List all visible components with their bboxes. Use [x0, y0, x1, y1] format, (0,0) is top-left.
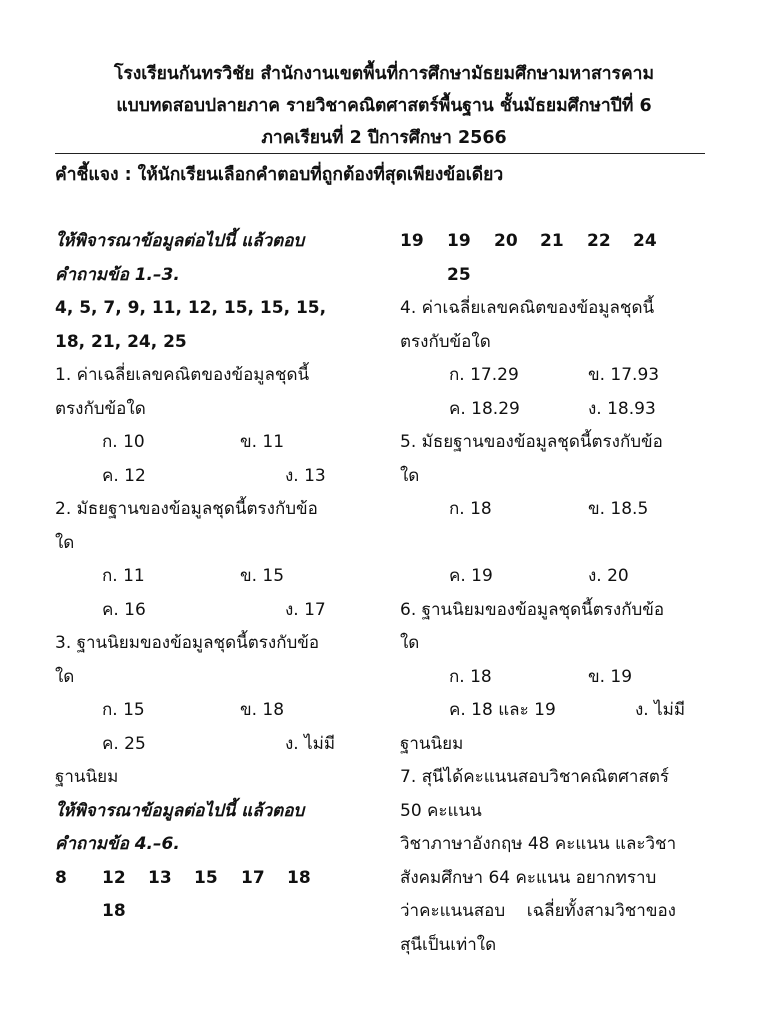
q5-choices-row1: [400, 493, 720, 527]
q2-choice-a[interactable]: ก. 11: [102, 566, 145, 586]
q6-choice-a[interactable]: ก. 18: [449, 666, 492, 687]
q5-choices-row2: [400, 560, 720, 594]
set2-value: 8: [55, 867, 67, 888]
q4-stem-line2: ตรงกับข้อใด: [400, 331, 491, 352]
q3-choice-d-continued: ฐานนิยม: [55, 767, 119, 787]
q2-choices-row2: [55, 594, 375, 628]
q3-choice-a[interactable]: ก. 15: [102, 700, 145, 720]
set2-value: 15: [194, 867, 218, 888]
q6-choices-row2: [400, 694, 720, 728]
set2-value: 19: [447, 231, 471, 251]
q3-choices-row1: [55, 694, 375, 728]
q2-stem-line1: 2. มัธยฐานของข้อมูลชุดนี้ตรงกับข้อ: [55, 499, 318, 519]
set2-value: 17: [241, 867, 265, 888]
set2-intro-line1: ให้พิจารณาข้อมูลต่อไปนี้ แล้วตอบ: [55, 800, 305, 821]
q1-choices-row2: [55, 460, 375, 494]
left-column: [55, 225, 375, 929]
q6-choice-d-continued: ฐานนิยม: [400, 733, 464, 754]
set2-value: 18: [102, 901, 126, 921]
q1-stem-line2: ตรงกับข้อใด: [55, 398, 146, 419]
set2-intro-line2: คำถามข้อ 4.–6.: [55, 834, 180, 854]
q6-stem-line2: ใด: [400, 633, 420, 653]
set1-intro-line2: คำถามข้อ 1.–3.: [55, 264, 180, 285]
set2-value: 19: [400, 231, 424, 251]
q7-stem-line1: 7. สุนีได้คะแนนสอบวิชาคณิตศาสตร์: [400, 767, 669, 787]
q2-choice-d[interactable]: ง. 17: [285, 599, 326, 620]
q4-choice-b[interactable]: ข. 17.93: [588, 365, 660, 385]
set1-data-line2: 18, 21, 24, 25: [55, 331, 187, 352]
q4-choices-row1: [400, 359, 720, 393]
q7-stem-line5: ว่าคะแนนสอบ เฉลี่ยทั้งสามวิชาของ: [400, 901, 676, 921]
set2-values-left: [55, 862, 375, 896]
q7-stem-line4: สังคมศึกษา 64 คะแนน อยากทราบ: [400, 867, 657, 888]
q1-choice-a[interactable]: ก. 10: [102, 432, 145, 452]
q3-choice-c[interactable]: ค. 25: [102, 733, 146, 754]
q6-choice-c[interactable]: ค. 18 และ 19: [449, 700, 556, 720]
q3-stem-line1: 3. ฐานนิยมของข้อมูลชุดนี้ตรงกับข้อ: [55, 633, 320, 653]
set2-values-right: [400, 225, 720, 259]
q7-stem-line6: สุนีเป็นเท่าใด: [400, 934, 497, 955]
set2-value: 12: [102, 867, 126, 888]
instruction-text: คำชี้แจง : ให้นักเรียนเลือกคำตอบที่ถูกต้องที่สุดเพียงข้อเดียว: [55, 165, 504, 185]
set1-intro-line1: ให้พิจารณาข้อมูลต่อไปนี้ แล้วตอบ: [55, 231, 305, 251]
header-divider: [55, 153, 705, 154]
set2-value: 13: [148, 867, 172, 888]
q6-choices-row1: [400, 661, 720, 695]
right-column: [400, 225, 720, 962]
q4-stem-line1: 4. ค่าเฉลี่ยเลขคณิตของข้อมูลชุดนี้: [400, 298, 655, 318]
set2-value: 24: [633, 231, 657, 251]
set2-values-left-wrap: [55, 895, 375, 929]
q5-stem-line2: ใด: [400, 465, 420, 486]
q5-choices-spacer: [400, 527, 720, 561]
q4-choice-c[interactable]: ค. 18.29: [449, 398, 520, 419]
exam-header: [0, 58, 768, 154]
set2-value: 20: [494, 231, 518, 251]
exam-title: แบบทดสอบปลายภาค รายวิชาคณิตศาสตร์พื้นฐาน ชั้นมัธยมศึกษาปีที่ 6: [116, 96, 652, 116]
q1-choice-b[interactable]: ข. 11: [240, 432, 285, 452]
q2-stem-line2: ใด: [55, 532, 75, 553]
q2-choices-row1: [55, 560, 375, 594]
q7-stem-line2: 50 คะแนน: [400, 800, 482, 821]
q3-stem-line2: ใด: [55, 666, 75, 687]
q1-stem-line1: 1. ค่าเฉลี่ยเลขคณิตของข้อมูลชุดนี้: [55, 365, 310, 385]
q1-choice-d[interactable]: ง. 13: [285, 465, 326, 486]
q1-choices-row1: [55, 426, 375, 460]
school-title: โรงเรียนกันทรวิชัย สำนักงานเขตพื้นที่การศึกษามัธยมศึกษามหาสารคาม: [113, 64, 655, 84]
semester-title: ภาคเรียนที่ 2 ปีการศึกษา 2566: [261, 128, 507, 148]
q2-choice-b[interactable]: ข. 15: [240, 566, 285, 586]
q6-stem-line1: 6. ฐานนิยมของข้อมูลชุดนี้ตรงกับข้อ: [400, 599, 665, 620]
q3-choice-d[interactable]: ง. ไม่มี: [285, 733, 336, 754]
q5-choice-a[interactable]: ก. 18: [449, 499, 492, 519]
q6-choice-b[interactable]: ข. 19: [588, 666, 633, 687]
set2-value: 18: [287, 867, 311, 888]
q7-stem-line3: วิชาภาษาอังกฤษ 48 คะแนน และวิชา: [400, 834, 677, 854]
q4-choice-a[interactable]: ก. 17.29: [449, 365, 519, 385]
q1-choice-c[interactable]: ค. 12: [102, 465, 146, 486]
set2-value: 25: [447, 264, 471, 285]
set1-data-line1: 4, 5, 7, 9, 11, 12, 15, 15, 15,: [55, 298, 327, 318]
set2-value: 22: [587, 231, 611, 251]
q3-choices-row2: [55, 728, 375, 762]
q3-choice-b[interactable]: ข. 18: [240, 700, 285, 720]
q4-choice-d[interactable]: ง. 18.93: [588, 398, 656, 419]
q5-stem-line1: 5. มัธยฐานของข้อมูลชุดนี้ตรงกับข้อ: [400, 432, 663, 452]
set2-value: 21: [540, 231, 564, 251]
q6-choice-d[interactable]: ง. ไม่มี: [635, 700, 686, 720]
q2-choice-c[interactable]: ค. 16: [102, 599, 146, 620]
q5-choice-c[interactable]: ค. 19: [449, 566, 493, 586]
set2-values-right-wrap: [400, 259, 720, 293]
q4-choices-row2: [400, 393, 720, 427]
q5-choice-b[interactable]: ข. 18.5: [588, 499, 649, 519]
q5-choice-d[interactable]: ง. 20: [588, 566, 629, 586]
